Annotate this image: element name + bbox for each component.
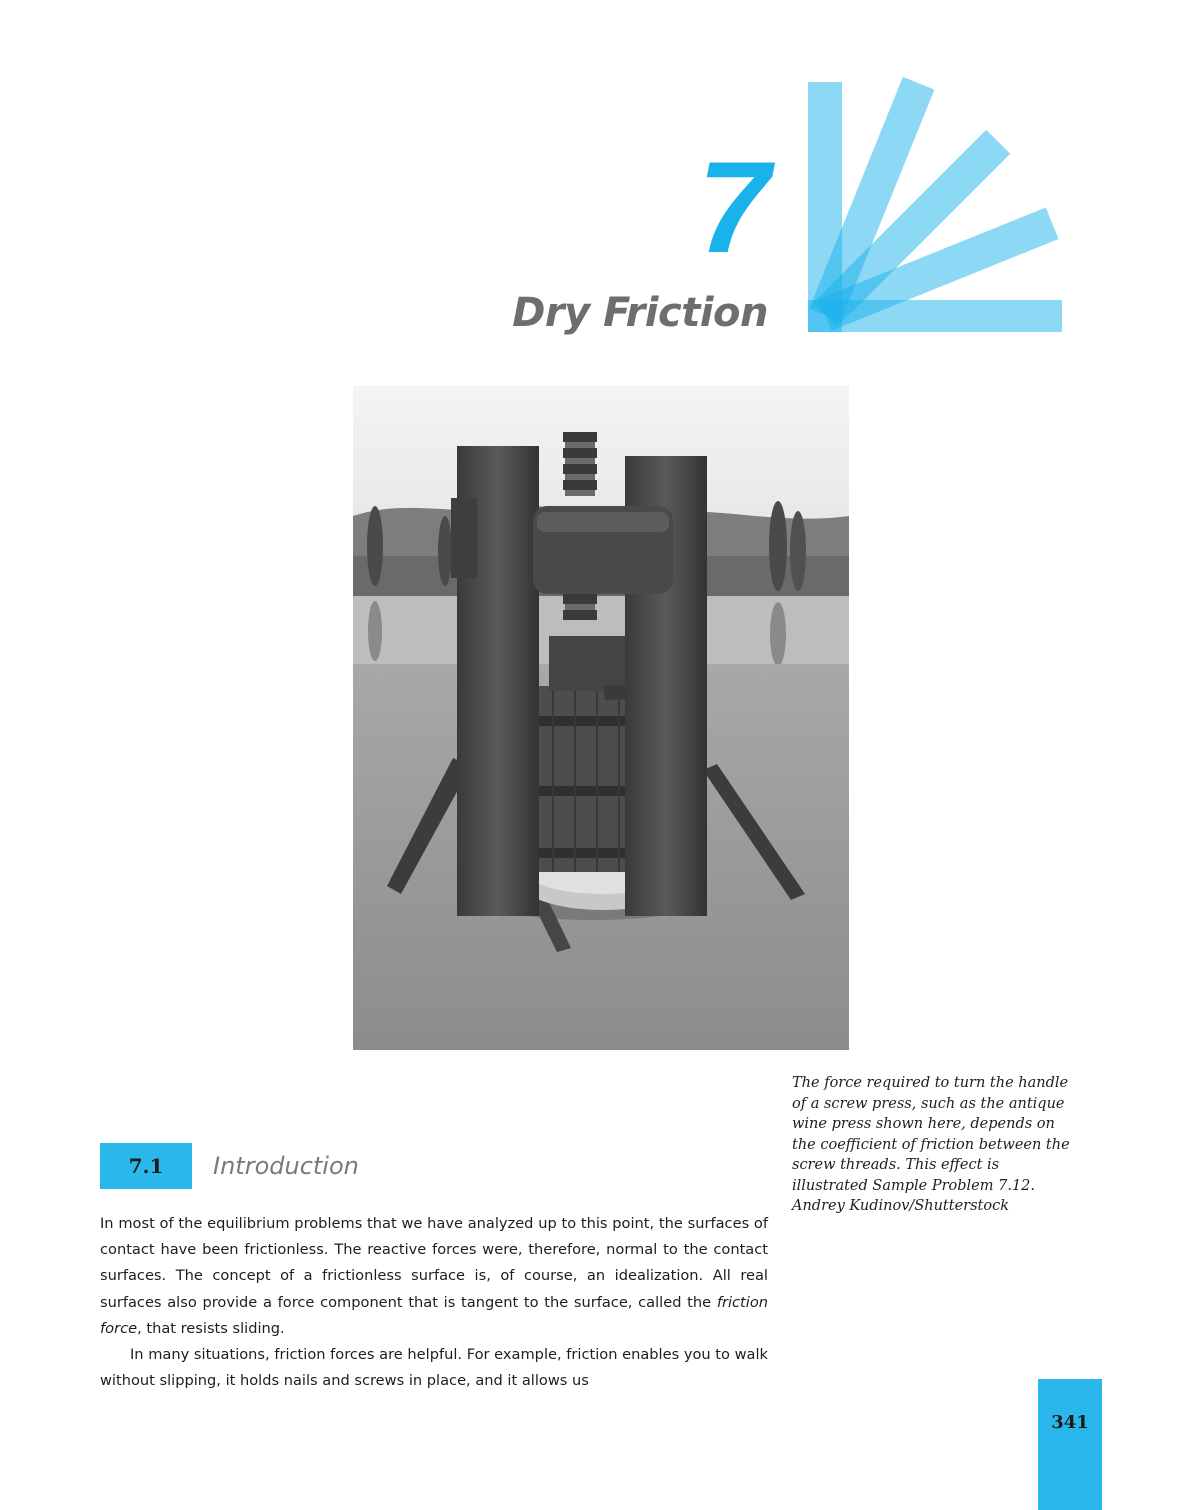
figure-caption	[792, 1073, 1102, 1217]
friction-force-term: friction force	[100, 1293, 768, 1337]
page-number: 341	[1051, 1412, 1089, 1433]
burst-ray-horizontal	[808, 300, 1062, 332]
caption-line: illustrated Sample Problem 7.12.	[792, 1177, 1036, 1194]
paragraph-1-end: , that resists sliding.	[137, 1319, 285, 1337]
caption-line: the coefficient of friction between the	[792, 1136, 1070, 1153]
caption-line: The force required to turn the handle	[792, 1075, 1069, 1091]
body-text	[100, 1211, 768, 1394]
chapter-title: Dry Friction	[512, 290, 768, 336]
caption-line: of a screw press, such as the antique	[792, 1095, 1065, 1112]
paragraph-1	[100, 1211, 768, 1342]
paragraph-1-text: In most of the equilibrium problems that we have analyzed up to this point, the surfaces of contact have been frictionless. The reactive forces were, therefore, normal to the contact surfaces. The concept of a frictionless surface is, of course, an idealization. All real surfaces also provide a force component that is tangent to the surface, called the	[100, 1215, 768, 1311]
wine-press-illustration	[353, 386, 849, 1050]
caption-line: wine press shown here, depends on	[792, 1116, 1055, 1132]
caption-line: screw threads. This effect is	[792, 1157, 1000, 1173]
chapter-burst-graphic	[800, 70, 1070, 340]
wine-press-photo	[353, 386, 849, 1050]
photo-credit: Andrey Kudinov/Shutterstock	[792, 1198, 1010, 1214]
section-number-badge: 7.1	[100, 1143, 192, 1189]
page-number-tab	[1038, 1379, 1102, 1510]
paragraph-2: In many situations, friction forces are helpful. For example, friction enables you to walk without slipping, it holds nails and screws in place, and it allows us	[100, 1346, 768, 1390]
section-title: Introduction	[213, 1152, 359, 1180]
chapter-number: 7	[697, 134, 770, 280]
